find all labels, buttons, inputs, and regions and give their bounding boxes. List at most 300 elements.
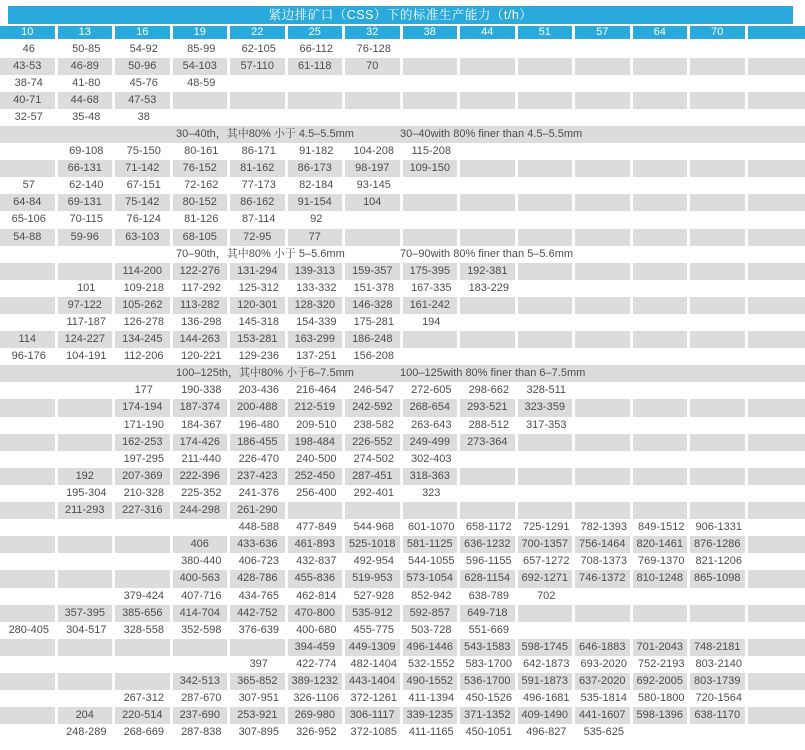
table-cell bbox=[518, 92, 576, 109]
table-cell: 849-1512 bbox=[638, 521, 685, 534]
table-cell bbox=[748, 690, 805, 707]
table-cell bbox=[633, 280, 691, 297]
table-cell bbox=[575, 160, 633, 177]
table-row bbox=[0, 331, 805, 348]
table-cell bbox=[690, 434, 748, 451]
table-cell bbox=[748, 673, 805, 690]
table-cell: 196-480 bbox=[238, 418, 279, 431]
table-cell bbox=[748, 143, 805, 160]
table-cell bbox=[633, 468, 691, 485]
table-cell bbox=[403, 75, 461, 92]
table-cell bbox=[115, 673, 173, 690]
column-header bbox=[748, 26, 805, 39]
table-cell bbox=[518, 75, 576, 92]
table-cell: 69-131 bbox=[58, 194, 116, 211]
table-cell bbox=[748, 399, 805, 416]
table-cell bbox=[518, 263, 576, 280]
table-cell bbox=[690, 314, 748, 331]
table-cell bbox=[633, 211, 691, 228]
table-cell bbox=[288, 502, 346, 519]
table-cell bbox=[115, 639, 173, 656]
table-cell bbox=[690, 109, 748, 126]
table-cell: 876-1286 bbox=[690, 536, 748, 553]
table-cell: 171-190 bbox=[123, 418, 164, 431]
table-cell: 544-968 bbox=[353, 521, 394, 534]
column-header: 57 bbox=[575, 26, 633, 39]
table-cell bbox=[748, 331, 805, 348]
table-cell bbox=[460, 314, 518, 331]
table-cell: 306-1117 bbox=[345, 707, 403, 724]
table-cell: 197-295 bbox=[123, 452, 164, 465]
table-cell: 519-953 bbox=[345, 570, 403, 587]
table-cell bbox=[575, 58, 633, 75]
table-cell: 906-1331 bbox=[695, 521, 742, 534]
column-header: 10 bbox=[0, 26, 58, 39]
table-row bbox=[0, 673, 805, 690]
table-cell: 72-95 bbox=[230, 229, 288, 246]
section-label-en: 30–40with 80% finer than 4.5–5.5mm bbox=[400, 127, 583, 140]
table-cell: 76-128 bbox=[356, 42, 391, 55]
table-cell bbox=[748, 656, 805, 673]
table-cell bbox=[690, 451, 748, 468]
table-cell: 455-836 bbox=[288, 570, 346, 587]
table-cell: 450-1526 bbox=[465, 692, 512, 705]
table-cell bbox=[58, 690, 116, 707]
table-cell: 442-752 bbox=[230, 605, 288, 622]
table-cell bbox=[518, 468, 576, 485]
table-cell bbox=[0, 656, 58, 673]
table-cell: 57-110 bbox=[230, 58, 288, 75]
table-row bbox=[0, 75, 805, 92]
table-cell: 226-470 bbox=[238, 452, 279, 465]
table-cell: 64-84 bbox=[0, 194, 58, 211]
table-cell bbox=[575, 605, 633, 622]
table-cell: 380-440 bbox=[181, 555, 222, 568]
table-title: 紧边排矿口（CSS）下的标准生产能力（t/h） bbox=[8, 6, 793, 24]
table-cell: 535-1814 bbox=[580, 692, 627, 705]
table-cell: 61-118 bbox=[288, 58, 346, 75]
table-cell bbox=[115, 570, 173, 587]
table-row bbox=[0, 399, 805, 416]
table-cell bbox=[633, 229, 691, 246]
table-cell: 82-184 bbox=[299, 179, 334, 192]
table-cell bbox=[575, 485, 633, 502]
table-cell: 109-218 bbox=[123, 281, 164, 294]
table-cell: 47-53 bbox=[115, 92, 173, 109]
table-cell: 220-514 bbox=[115, 707, 173, 724]
table-cell bbox=[518, 622, 576, 639]
table-cell: 443-1404 bbox=[345, 673, 403, 690]
table-cell bbox=[288, 75, 346, 92]
table-cell: 267-312 bbox=[123, 692, 164, 705]
table-cell: 238-582 bbox=[353, 418, 394, 431]
table-cell: 186-248 bbox=[345, 331, 403, 348]
table-cell: 69-108 bbox=[69, 145, 104, 158]
table-cell bbox=[633, 58, 691, 75]
table-cell: 700-1357 bbox=[518, 536, 576, 553]
table-cell bbox=[460, 143, 518, 160]
table-cell: 175-395 bbox=[403, 263, 461, 280]
table-cell bbox=[460, 348, 518, 365]
table-cell: 646-1883 bbox=[575, 639, 633, 656]
table-cell: 184-367 bbox=[181, 418, 222, 431]
table-cell bbox=[690, 211, 748, 228]
table-cell bbox=[575, 588, 633, 605]
table-cell: 227-316 bbox=[115, 502, 173, 519]
table-cell bbox=[575, 331, 633, 348]
table-cell: 400-563 bbox=[173, 570, 231, 587]
table-row bbox=[0, 160, 805, 177]
table-cell: 339-1235 bbox=[403, 707, 461, 724]
table-cell: 105-262 bbox=[115, 297, 173, 314]
table-cell bbox=[633, 331, 691, 348]
table-cell bbox=[173, 519, 231, 536]
table-cell: 54-103 bbox=[173, 58, 231, 75]
table-cell: 409-1490 bbox=[518, 707, 576, 724]
table-cell: 307-951 bbox=[238, 692, 279, 705]
table-cell: 70 bbox=[345, 58, 403, 75]
table-row bbox=[0, 143, 805, 160]
table-cell bbox=[575, 229, 633, 246]
table-cell: 45-76 bbox=[129, 76, 158, 89]
table-cell: 865-1098 bbox=[690, 570, 748, 587]
table-cell bbox=[518, 348, 576, 365]
table-cell: 161-242 bbox=[403, 297, 461, 314]
column-header: 22 bbox=[230, 26, 288, 39]
table-cell: 411-1165 bbox=[408, 726, 454, 739]
table-cell bbox=[748, 194, 805, 211]
table-cell: 461-893 bbox=[288, 536, 346, 553]
table-cell: 117-187 bbox=[66, 316, 107, 328]
table-cell: 62-140 bbox=[69, 179, 104, 192]
table-cell bbox=[633, 724, 691, 741]
table-cell: 237-423 bbox=[230, 468, 288, 485]
table-cell: 139-313 bbox=[288, 263, 346, 280]
table-cell bbox=[748, 485, 805, 502]
table-cell bbox=[575, 622, 633, 639]
table-cell bbox=[690, 41, 748, 58]
table-cell bbox=[633, 177, 691, 194]
table-cell bbox=[748, 502, 805, 519]
table-cell: 54-92 bbox=[129, 42, 158, 55]
table-cell bbox=[633, 160, 691, 177]
table-cell: 35-48 bbox=[72, 110, 101, 123]
table-row bbox=[0, 263, 805, 280]
section-label-zh: 30–40th，其中80% 小于 4.5–5.5mm bbox=[176, 127, 354, 140]
table-cell: 628-1154 bbox=[460, 570, 518, 587]
table-cell: 192-381 bbox=[460, 263, 518, 280]
table-cell: 701-2043 bbox=[633, 639, 691, 656]
table-cell: 532-1552 bbox=[408, 657, 455, 670]
table-cell: 76-152 bbox=[173, 160, 231, 177]
table-cell bbox=[518, 229, 576, 246]
table-cell: 86-162 bbox=[230, 194, 288, 211]
table-cell: 422-774 bbox=[296, 657, 337, 670]
table-row bbox=[0, 194, 805, 211]
table-cell: 209-510 bbox=[296, 418, 337, 431]
table-cell: 68-105 bbox=[173, 229, 231, 246]
table-cell bbox=[345, 109, 403, 126]
table-cell bbox=[748, 160, 805, 177]
table-cell bbox=[0, 468, 58, 485]
table-cell bbox=[518, 485, 576, 502]
table-cell: 272-605 bbox=[411, 384, 452, 397]
table-cell: 535-912 bbox=[345, 605, 403, 622]
table-cell: 496-827 bbox=[526, 726, 567, 739]
table-cell: 104 bbox=[345, 194, 403, 211]
table-cell bbox=[575, 348, 633, 365]
table-cell: 592-857 bbox=[403, 605, 461, 622]
table-cell: 581-1125 bbox=[403, 536, 461, 553]
table-cell bbox=[0, 160, 58, 177]
table-cell: 62-105 bbox=[241, 42, 276, 55]
table-cell: 642-1873 bbox=[523, 657, 570, 670]
table-cell: 136-298 bbox=[181, 316, 222, 328]
table-row bbox=[0, 588, 805, 605]
table-cell bbox=[575, 314, 633, 331]
section-label-zh: 70–90th，其中80% 小于 5–5.6mm bbox=[176, 247, 345, 260]
table-cell bbox=[115, 519, 173, 536]
table-cell bbox=[748, 58, 805, 75]
table-cell: 462-814 bbox=[296, 589, 337, 602]
table-row bbox=[0, 109, 805, 126]
table-cell bbox=[403, 348, 461, 365]
table-row bbox=[0, 434, 805, 451]
section-row bbox=[0, 365, 805, 382]
table-cell bbox=[518, 314, 576, 331]
table-cell: 746-1372 bbox=[575, 570, 633, 587]
table-cell bbox=[518, 177, 576, 194]
table-cell: 125-312 bbox=[238, 281, 279, 294]
table-cell: 470-800 bbox=[288, 605, 346, 622]
table-cell: 692-1271 bbox=[518, 570, 576, 587]
table-cell: 54-88 bbox=[0, 229, 58, 246]
table-cell bbox=[403, 211, 461, 228]
table-cell: 59-96 bbox=[58, 229, 116, 246]
table-cell: 450-1051 bbox=[465, 726, 512, 739]
table-cell: 536-1700 bbox=[460, 673, 518, 690]
table-cell: 75-142 bbox=[115, 194, 173, 211]
table-cell bbox=[575, 92, 633, 109]
table-cell: 225-352 bbox=[181, 486, 222, 499]
table-cell: 192 bbox=[58, 468, 116, 485]
table-cell bbox=[690, 502, 748, 519]
table-row bbox=[0, 519, 805, 536]
table-cell: 598-1396 bbox=[633, 707, 691, 724]
column-header: 64 bbox=[633, 26, 691, 39]
table-cell: 803-1739 bbox=[690, 673, 748, 690]
table-cell: 411-1394 bbox=[408, 692, 455, 705]
table-cell bbox=[690, 348, 748, 365]
table-cell: 323-359 bbox=[518, 399, 576, 416]
table-cell: 133-332 bbox=[296, 281, 337, 294]
table-cell bbox=[633, 109, 691, 126]
table-cell bbox=[690, 724, 748, 741]
table-cell: 211-293 bbox=[58, 502, 116, 519]
table-cell bbox=[460, 468, 518, 485]
table-cell: 782-1393 bbox=[580, 521, 627, 534]
table-cell: 372-1261 bbox=[350, 692, 397, 705]
table-cell: 65-106 bbox=[11, 213, 46, 226]
table-cell bbox=[460, 160, 518, 177]
table-cell: 194 bbox=[422, 316, 441, 328]
table-cell bbox=[748, 724, 805, 741]
table-cell bbox=[518, 58, 576, 75]
table-cell bbox=[690, 143, 748, 160]
table-cell bbox=[690, 331, 748, 348]
table-cell bbox=[748, 92, 805, 109]
table-cell: 113-282 bbox=[173, 297, 231, 314]
table-cell: 591-1873 bbox=[518, 673, 576, 690]
table-cell: 86-171 bbox=[241, 145, 276, 158]
table-cell bbox=[403, 229, 461, 246]
table-cell: 288-512 bbox=[468, 418, 509, 431]
table-cell: 163-299 bbox=[288, 331, 346, 348]
table-cell bbox=[518, 194, 576, 211]
table-cell: 365-852 bbox=[230, 673, 288, 690]
table-cell: 503-728 bbox=[411, 623, 452, 636]
column-header: 70 bbox=[690, 26, 748, 39]
table-row bbox=[0, 553, 805, 570]
table-cell: 183-229 bbox=[468, 281, 509, 294]
table-cell: 46 bbox=[22, 42, 35, 55]
table-cell: 48-59 bbox=[187, 76, 216, 89]
table-cell: 137-251 bbox=[296, 350, 337, 363]
table-body bbox=[0, 41, 805, 742]
table-cell bbox=[748, 382, 805, 399]
table-row bbox=[0, 570, 805, 587]
table-cell bbox=[748, 229, 805, 246]
table-cell bbox=[403, 331, 461, 348]
table-cell: 120-301 bbox=[230, 297, 288, 314]
table-cell: 212-519 bbox=[288, 399, 346, 416]
column-header: 44 bbox=[460, 26, 518, 39]
table-cell bbox=[690, 588, 748, 605]
table-cell bbox=[748, 417, 805, 434]
table-cell bbox=[345, 502, 403, 519]
table-cell: 637-2020 bbox=[575, 673, 633, 690]
table-cell: 104-191 bbox=[66, 350, 107, 363]
table-cell bbox=[690, 263, 748, 280]
table-cell: 92 bbox=[310, 213, 323, 226]
table-cell: 482-1404 bbox=[350, 657, 397, 670]
table-cell bbox=[345, 211, 403, 228]
table-cell: 186-455 bbox=[230, 434, 288, 451]
table-cell bbox=[0, 485, 58, 502]
table-cell bbox=[403, 194, 461, 211]
table-cell bbox=[403, 502, 461, 519]
table-cell bbox=[690, 280, 748, 297]
table-cell bbox=[633, 263, 691, 280]
table-cell bbox=[518, 331, 576, 348]
table-cell bbox=[518, 41, 576, 58]
table-cell: 342-513 bbox=[173, 673, 231, 690]
table-cell bbox=[633, 622, 691, 639]
table-cell bbox=[748, 622, 805, 639]
table-cell: 769-1370 bbox=[638, 555, 685, 568]
table-cell bbox=[633, 485, 691, 502]
table-cell: 397 bbox=[249, 657, 268, 670]
table-cell bbox=[518, 434, 576, 451]
table-cell: 126-278 bbox=[123, 316, 164, 328]
table-cell: 240-500 bbox=[296, 452, 337, 465]
table-row bbox=[0, 690, 805, 707]
table-cell bbox=[403, 41, 461, 58]
table-row bbox=[0, 639, 805, 656]
table-cell bbox=[230, 639, 288, 656]
column-header: 25 bbox=[288, 26, 346, 39]
table-cell bbox=[0, 639, 58, 656]
table-cell bbox=[748, 536, 805, 553]
table-cell: 81-126 bbox=[184, 213, 219, 226]
table-cell bbox=[460, 331, 518, 348]
table-cell: 109-150 bbox=[403, 160, 461, 177]
table-cell bbox=[575, 109, 633, 126]
table-cell: 80-161 bbox=[184, 145, 219, 158]
table-cell: 200-488 bbox=[230, 399, 288, 416]
table-cell bbox=[58, 673, 116, 690]
table-cell: 725-1291 bbox=[523, 521, 570, 534]
table-cell bbox=[575, 468, 633, 485]
table-cell bbox=[748, 177, 805, 194]
table-cell bbox=[518, 605, 576, 622]
table-cell: 117-292 bbox=[181, 281, 222, 294]
table-cell: 496-1681 bbox=[523, 692, 570, 705]
table-cell bbox=[748, 451, 805, 468]
table-cell: 175-281 bbox=[353, 316, 394, 328]
table-cell: 434-765 bbox=[238, 589, 279, 602]
table-cell: 357-395 bbox=[58, 605, 116, 622]
table-cell bbox=[748, 707, 805, 724]
table-row bbox=[0, 382, 805, 399]
table-cell: 85-99 bbox=[187, 42, 216, 55]
table-cell: 159-357 bbox=[345, 263, 403, 280]
table-cell: 41-80 bbox=[72, 76, 101, 89]
table-cell bbox=[230, 92, 288, 109]
table-cell bbox=[575, 41, 633, 58]
table-cell: 216-464 bbox=[296, 384, 337, 397]
table-cell: 636-1232 bbox=[460, 536, 518, 553]
table-cell: 449-1309 bbox=[345, 639, 403, 656]
table-cell: 153-281 bbox=[230, 331, 288, 348]
table-cell: 573-1054 bbox=[403, 570, 461, 587]
table-cell bbox=[690, 485, 748, 502]
table-row bbox=[0, 177, 805, 194]
table-cell bbox=[748, 109, 805, 126]
table-cell bbox=[633, 314, 691, 331]
table-cell bbox=[460, 502, 518, 519]
table-cell: 543-1583 bbox=[460, 639, 518, 656]
table-cell: 131-294 bbox=[230, 263, 288, 280]
table-cell bbox=[633, 143, 691, 160]
table-cell bbox=[0, 724, 58, 741]
table-cell bbox=[748, 314, 805, 331]
section-label-en: 70–90with 80% finer than 5–5.6mm bbox=[400, 247, 574, 260]
table-cell: 455-775 bbox=[353, 623, 394, 636]
section-label-en: 100–125with 80% finer than 6–7.5mm bbox=[400, 367, 586, 380]
table-cell: 174-194 bbox=[115, 399, 173, 416]
table-cell: 162-253 bbox=[115, 434, 173, 451]
table-cell: 77-173 bbox=[241, 179, 276, 192]
table-cell: 376-639 bbox=[238, 623, 279, 636]
table-cell: 198-484 bbox=[288, 434, 346, 451]
table-cell bbox=[230, 75, 288, 92]
table-cell bbox=[575, 194, 633, 211]
table-row bbox=[0, 297, 805, 314]
table-cell: 407-716 bbox=[181, 589, 222, 602]
table-cell bbox=[115, 536, 173, 553]
table-cell: 46-89 bbox=[58, 58, 116, 75]
